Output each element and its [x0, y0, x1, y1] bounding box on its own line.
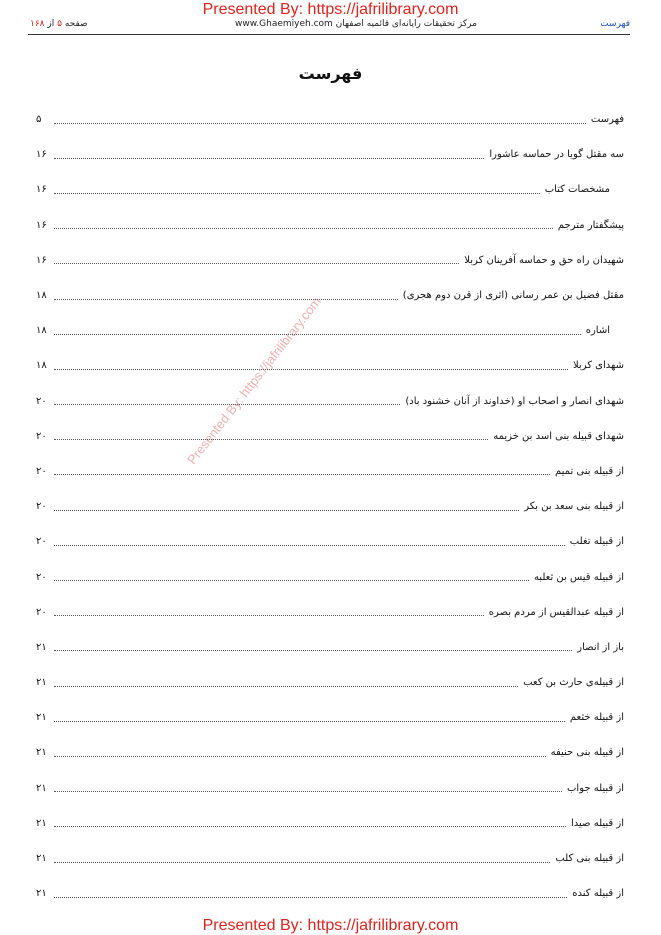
toc-dot-leader	[54, 825, 566, 827]
page-of: از	[47, 19, 55, 29]
toc-entry-page-number[interactable]: ۲۰	[36, 395, 47, 407]
toc-entry[interactable]	[36, 208, 624, 243]
toc-dot-leader	[54, 896, 567, 898]
toc-entry[interactable]	[36, 278, 624, 313]
toc-entry-page-number[interactable]: ۱۶	[36, 149, 47, 161]
toc-entry-page-number[interactable]: ۲۰	[36, 606, 47, 618]
toc-dot-leader	[54, 122, 586, 124]
toc-entry[interactable]	[36, 102, 624, 137]
diagonal-watermark: Presented By: https://jafrilibrary.com	[184, 294, 324, 468]
toc-entry-label[interactable]: مقتل فضیل بن عمر رسانی (اثری از قرن دوم هجری)	[402, 290, 624, 302]
toc-entry-label[interactable]: از قبیله جواب	[567, 782, 624, 794]
toc-entry-label[interactable]: از قبیله خثعم	[569, 712, 624, 724]
toc-entry-label[interactable]: از قبیله عبدالقیس از مردم بصره	[488, 606, 624, 618]
toc-entry[interactable]	[36, 489, 624, 524]
toc-entry-label[interactable]: شهدای قبیله بنی اسد بن خزیمه	[493, 430, 624, 442]
toc-entry[interactable]	[36, 384, 624, 419]
toc-entry-page-number[interactable]: ۱۶	[36, 254, 47, 266]
header-section-title: فهرست	[600, 19, 630, 29]
toc-entry-label[interactable]: فهرست	[590, 114, 624, 126]
toc-entry[interactable]	[36, 172, 624, 207]
toc-entry[interactable]	[36, 735, 624, 770]
toc-dot-leader	[54, 790, 562, 792]
toc-entry[interactable]	[36, 876, 624, 911]
toc-entry[interactable]	[36, 771, 624, 806]
toc-entry-page-number[interactable]: ۲۱	[36, 853, 47, 865]
toc-dot-leader	[54, 192, 540, 194]
toc-entry[interactable]	[36, 700, 624, 735]
toc-dot-leader	[54, 685, 518, 687]
toc-entry-label[interactable]: از قبیله تغلب	[569, 536, 624, 548]
toc-entry-label[interactable]: از قبیله بنی حنیفه	[550, 747, 624, 759]
toc-entry[interactable]	[36, 841, 624, 876]
toc-entry-label[interactable]: از قبیله قیس بن ثعلبه	[533, 571, 624, 583]
toc-entry[interactable]	[36, 348, 624, 383]
toc-dot-leader	[54, 579, 529, 581]
toc-entry[interactable]	[36, 806, 624, 841]
toc-entry[interactable]	[36, 137, 624, 172]
toc-dot-leader	[54, 473, 550, 475]
toc-dot-leader	[54, 298, 398, 300]
toc-entry-label[interactable]: از قبیله صیدا	[571, 817, 624, 829]
toc-dot-leader	[54, 509, 519, 511]
toc-entry[interactable]	[36, 454, 624, 489]
header-publisher	[203, 19, 503, 29]
toc-entry-page-number[interactable]: ۲۰	[36, 430, 47, 442]
toc-dot-leader	[54, 157, 484, 159]
toc-entry-label[interactable]: شهدای کربلا	[572, 360, 624, 372]
toc-entry[interactable]	[36, 313, 624, 348]
toc-entry-page-number[interactable]: ۲۱	[36, 677, 47, 689]
toc-dot-leader	[54, 438, 488, 440]
header-center-name: مرکز تحقیقات رایانه‌ای قائمیه اصفهان	[335, 19, 477, 29]
toc-entry-page-number[interactable]: ۲۱	[36, 641, 47, 653]
table-of-contents	[36, 102, 624, 911]
toc-entry-label[interactable]: پیشگفتار مترجم	[557, 219, 624, 231]
toc-dot-leader	[54, 227, 553, 229]
toc-dot-leader	[54, 861, 550, 863]
toc-entry-label[interactable]: سه مقتل گویا در حماسه عاشورا	[489, 149, 624, 161]
toc-entry-label[interactable]: از قبیله‌ی حارث بن کعب	[523, 677, 624, 689]
toc-entry-page-number[interactable]: ۱۸	[36, 360, 47, 372]
top-presented-by-banner[interactable]: Presented By: https://jafrilibrary.com	[202, 1, 459, 18]
toc-dot-leader	[54, 333, 581, 335]
toc-entry[interactable]	[36, 243, 624, 278]
header-page-indicator	[30, 19, 88, 29]
header-website-link[interactable]: www.Ghaemiyeh.com	[235, 19, 333, 29]
toc-entry-page-number[interactable]: ۲۰	[36, 501, 47, 513]
toc-entry[interactable]	[36, 665, 624, 700]
bottom-presented-by-banner[interactable]: Presented By: https://jafrilibrary.com	[202, 917, 459, 934]
toc-entry[interactable]	[36, 595, 624, 630]
toc-entry-page-number[interactable]: ۵	[36, 114, 42, 126]
toc-entry-page-number[interactable]: ۱۶	[36, 184, 47, 196]
toc-entry-label[interactable]: از قبیله کنده	[572, 888, 624, 900]
toc-dot-leader	[54, 368, 568, 370]
toc-entry-label[interactable]: از قبیله بنی سعد بن بکر	[524, 501, 624, 513]
toc-entry-page-number[interactable]: ۲۰	[36, 571, 47, 583]
toc-entry-page-number[interactable]: ۲۱	[36, 888, 47, 900]
toc-entry-label[interactable]: اشاره	[585, 325, 610, 337]
toc-entry-page-number[interactable]: ۲۱	[36, 782, 47, 794]
page-total: ۱۶۸	[30, 19, 45, 29]
page-title: فهرست	[298, 64, 363, 83]
toc-entry-label[interactable]: شهیدان راه حق و حماسه آفرینان کربلا	[464, 254, 624, 266]
toc-entry-page-number[interactable]: ۲۰	[36, 465, 47, 477]
page-header	[28, 16, 630, 35]
toc-entry[interactable]	[36, 419, 624, 454]
toc-entry-label[interactable]: از قبیله بنی تمیم	[554, 465, 624, 477]
toc-entry-page-number[interactable]: ۱۸	[36, 325, 47, 337]
toc-entry[interactable]	[36, 559, 624, 594]
toc-entry-label[interactable]: شهدای انصار و اصحاب او (خداوند از آنان خشنود باد)	[405, 395, 624, 407]
toc-entry[interactable]	[36, 630, 624, 665]
toc-dot-leader	[54, 544, 565, 546]
toc-dot-leader	[54, 614, 484, 616]
page-prefix: صفحه	[64, 19, 88, 29]
toc-entry-page-number[interactable]: ۲۱	[36, 817, 47, 829]
toc-dot-leader	[54, 403, 400, 405]
toc-entry-page-number[interactable]: ۱۶	[36, 219, 47, 231]
toc-dot-leader	[54, 262, 459, 264]
toc-entry-label[interactable]: از قبیله بنی کلب	[555, 853, 624, 865]
toc-entry-page-number[interactable]: ۱۸	[36, 290, 47, 302]
toc-entry[interactable]	[36, 524, 624, 559]
toc-dot-leader	[54, 649, 572, 651]
toc-entry-page-number[interactable]: ۲۰	[36, 536, 47, 548]
toc-entry-label[interactable]: باز از انصار	[577, 641, 624, 653]
page-current: ۵	[57, 19, 62, 29]
toc-dot-leader	[54, 755, 546, 757]
toc-dot-leader	[54, 720, 565, 722]
toc-entry-page-number[interactable]: ۲۱	[36, 747, 47, 759]
toc-entry-label[interactable]: مشخصات کتاب	[544, 184, 610, 196]
toc-entry-page-number[interactable]: ۲۱	[36, 712, 47, 724]
